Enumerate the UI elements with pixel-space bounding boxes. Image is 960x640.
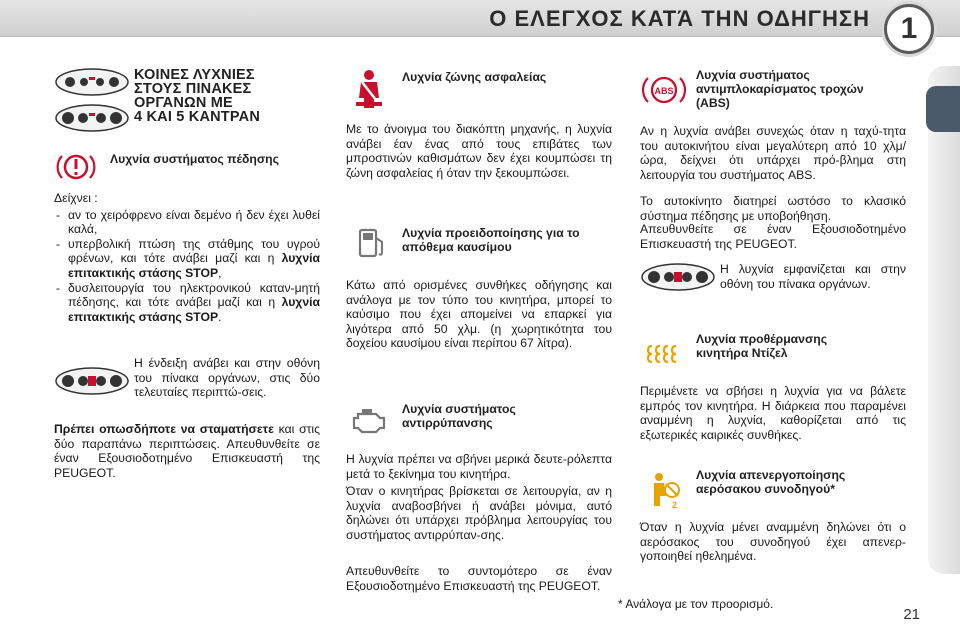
engine-icon: [352, 406, 388, 436]
seatbelt-text: Με το άνοιγμα του διακόπτη μηχανής, η λυχνία ανάβει έαν ένας από τους επιβάτες των μπροστινών καθισμάτων δεν έχει κουμπώσει τη ζώνη ασφαλείας ή όταν την ξεκουμπώσει.: [346, 122, 612, 180]
display-note: Η ένδειξη ανάβει και στην οθόνη του πίνακα οργάνων, στις δύο τελευταίες περιπτώ-σεις.: [134, 356, 320, 400]
abs-text-1: Αν η λυχνία ανάβει συνεχώς όταν η ταχύ-τητα του αυτοκινήτου είναι μεγαλύτερη από 10 χλμ/ώρα, δείχνει ότι υπάρχει πρό-βλημα στη λειτουργία του συστήματος ABS.: [640, 124, 906, 182]
airbag-off-icon: [646, 470, 682, 510]
page-number: 21: [903, 606, 920, 623]
airbag-title-line: αερόσακου συνοδηγού*: [696, 482, 835, 496]
svg-text:2: 2: [672, 500, 678, 510]
abs-text-2: Το αυτοκίνητο διατηρεί ωστόσο το κλασικό σύστημα πέδησης με υποβοήθηση.: [640, 194, 906, 223]
brake-lead: Δείχνει :: [54, 191, 98, 205]
dashboard-cluster-icon: [54, 66, 130, 138]
list-item-text: αν το χειρόφρενο είναι δεμένο ή δεν έχει λυθεί καλά,: [68, 207, 320, 237]
diesel-title-line: Λυχνία προθέρμανσης: [696, 332, 828, 346]
seatbelt-icon: [352, 68, 386, 110]
antipollution-title: [402, 402, 516, 430]
antipollution-title-line: Λυχνία συστήματος: [402, 402, 516, 416]
side-tabs: [928, 66, 960, 574]
glow-plug-icon: [646, 338, 686, 370]
page-header: [0, 0, 960, 37]
antipollution-text-1: Η λυχνία πρέπει να σβήνει μερικά δευτε-ρόλεπτα μετά το ξεκίνημα του κινητήρα.: [346, 452, 612, 481]
airbag-title-line: Λυχνία απενεργοποίησης: [696, 468, 846, 482]
warning-note: [54, 422, 320, 480]
intro-title-line: 4 ΚΑΙ 5 ΚΑΝΤΡΑΝ: [134, 109, 260, 125]
brake-title: Λυχνία συστήματος πέδησης: [110, 152, 279, 166]
diesel-text: Περιμένετε να σβήσει η λυχνία για να βάλετε εμπρός τον κινητήρα. Η διάρκεια που παραμένει αναμμένη η λυχνία, καθορίζεται από τις εξωτερικές καιρικές συνθήκες.: [640, 384, 906, 442]
warning-text: και στις δύο παραπάνω περιπτώσεις. Απευθυνθείτε σε έναν Εξουσιοδοτημένο Επισκευαστή της PEUGEOT.: [54, 422, 321, 480]
abs-title-line: αντιμπλοκαρίσματος τροχών: [696, 82, 864, 96]
intro-title: [134, 68, 324, 124]
list-item-text: υπερβολική πτώση της στάθμης του υγρού φρένων, και τότε ανάβει μαζί και η: [68, 236, 320, 266]
abs-display-note: Η λυχνία εμφανίζεται και στην οθόνη του πίνακα οργάνων.: [720, 262, 906, 291]
intro-title-line: ΟΡΓΑΝΩΝ ΜΕ: [134, 95, 233, 111]
intro-title-line: ΣΤΟΥΣ ΠΙΝΑΚΕΣ: [134, 81, 252, 97]
abs-title-line: Λυχνία συστήματος: [696, 68, 810, 82]
page-title: Ο ΕΛΕΓΧΟΣ ΚΑΤΆ ΤΗΝ ΟΔΗΓΗΣΗ: [489, 6, 870, 31]
diesel-title-line: κινητήρα Ντίζελ: [696, 346, 788, 360]
antipollution-text-3: Απευθυνθείτε το συντομότερο σε έναν Εξουσιοδοτημένο Επισκευαστή της PEUGEOT.: [346, 564, 612, 593]
fuel-title: [402, 226, 580, 254]
fuel-title-line: απόθεμα καυσίμου: [402, 240, 512, 254]
footnote: * Ανάλογα με τον προορισμό.: [618, 597, 774, 611]
abs-icon: [642, 72, 686, 108]
antipollution-text-2: Όταν ο κινητήρας βρίσκεται σε λειτουργία, αν η λυχνία αναβοσβήνει ή ανάβει μόνιμα, αυτό δηλώνει ότι υπάρχει πρόβλημα λειτουργίας του συστήματος αντιρρύπαν-σης.: [346, 484, 612, 542]
intro-title-line: ΚΟΙΝΕΣ ΛΥΧΝΙΕΣ: [134, 67, 255, 83]
brake-warning-icon: [56, 150, 96, 184]
list-item-bold: λυχνία επιτακτικής στάσης STOP: [68, 251, 320, 280]
fuel-text: Κάτω από ορισμένες συνθήκες οδήγησης και ανάλογα με τον τύπο του κινητήρα, μπορεί το καύσιμο που έχει απομείνει να επαρκεί για λιγότερα από 50 χλμ. (η χωρητικότητα του δοχείου καυσίμου είναι περίπου 67 λίτρα).: [346, 278, 612, 351]
list-item: [54, 208, 320, 237]
abs-title: [696, 68, 864, 110]
brake-section: [54, 191, 320, 324]
dashboard-display-icon: [54, 366, 130, 396]
list-item: [54, 281, 320, 325]
list-item-bold: λυχνία επιτακτικής στάσης STOP: [68, 295, 320, 324]
fuel-title-line: Λυχνία προειδοποίησης για το: [402, 226, 580, 240]
airbag-text: Όταν η λυχνία μένει αναμμένη δηλώνει ότι ο αερόσακος του συνοδηγού έχει απενερ-γοποιηθεί ηθελημένα.: [640, 520, 906, 564]
antipollution-title-line: αντιρρύπανσης: [402, 416, 493, 430]
chapter-badge: 1: [884, 4, 934, 54]
warning-bold: Πρέπει οπωσδήποτε να σταματήσετε: [54, 422, 274, 436]
airbag-title: [696, 468, 845, 496]
list-item-punct: .: [218, 309, 222, 324]
side-tab-active[interactable]: [926, 86, 960, 132]
list-item-text: δυσλειτουργία του ηλεκτρονικού καταν-μητή πέδησης, και τότε ανάβει μαζί και η: [68, 280, 320, 310]
abs-text-3: Απευθυνθείτε σε έναν Εξουσιοδοτημένο Επισκευαστή της PEUGEOT.: [640, 222, 906, 251]
seatbelt-title: Λυχνία ζώνης ασφαλείας: [402, 70, 547, 84]
abs-title-line: (ABS): [696, 96, 730, 110]
list-item-punct: ,: [218, 265, 222, 280]
fuel-icon: [356, 226, 388, 260]
list-item: [54, 237, 320, 281]
dashboard-display-icon: [640, 262, 716, 292]
abs-icon-label: ABS: [654, 86, 674, 96]
diesel-title: [696, 332, 827, 360]
